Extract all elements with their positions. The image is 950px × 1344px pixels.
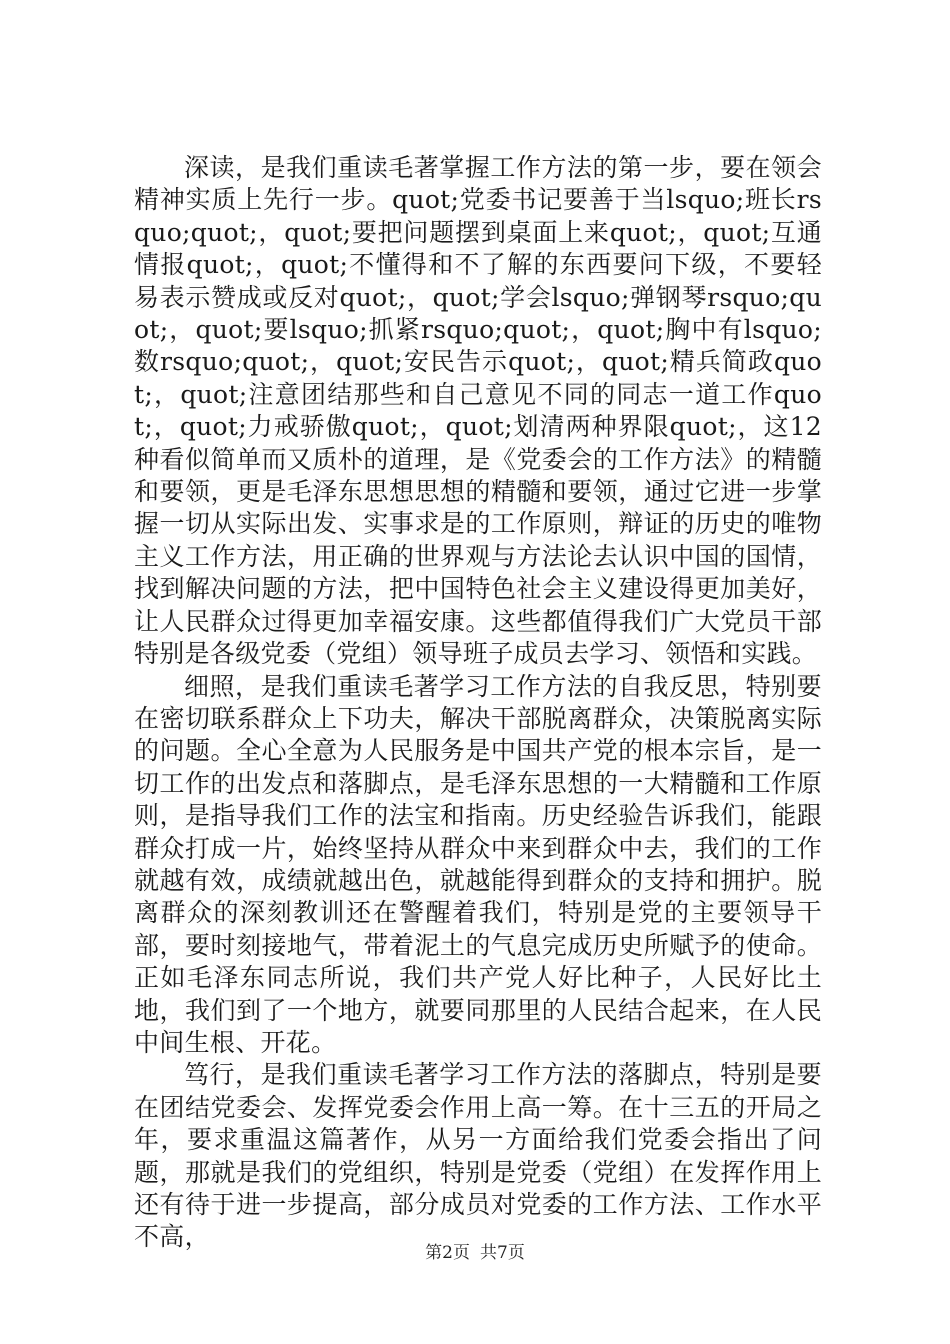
page-number: 第2页 [425,1243,470,1263]
page-footer [0,1242,950,1264]
paragraph-deep-reading: 深读，是我们重读毛著掌握工作方法的第一步，要在领会精神实质上先行一步。quot;党委书记要善于当lsquo;班长rsquo;quot;，quot;要把问题摆到桌面上来quot;，quot;互通情报quot;，quot;不懂得和不了解的东西要问下级，不要轻易表示赞成或反对quot;，quot;学会lsquo;弹钢琴rsquo;quot;，quot;要lsquo;抓紧rsquo;quot;，quot;胸中有lsquo;数rsquo;quot;，quot;安民告示quot;，quot;精兵简政quot;，quot;注意团结那些和自己意见不同的同志一道工作quot;，quot;力戒骄傲quot;，quot;划清两种界限quot;，这12种看似简单而又质朴的道理，是《党委会的工作方法》的精髓和要领，更是毛泽东思想思想的精髓和要领，通过它进一步掌握一切从实际出发、实事求是的工作原则，辩证的历史的唯物主义工作方法，用正确的世界观与方法论去认识中国的国情，找到解决问题的方法，把中国特色社会主义建设得更加美好，让人民群众过得更加幸福安康。这些都值得我们广大党员干部特别是各级党委（党组）领导班子成员去学习、领悟和实践。 [134,153,822,669]
page-total: 共7页 [480,1243,525,1263]
paragraph-self-reflection: 细照，是我们重读毛著学习工作方法的自我反思，特别要在密切联系群众上下功夫，解决干部脱离群众，决策脱离实际的问题。全心全意为人民服务是中国共产党的根本宗旨，是一切工作的出发点和落脚点，是毛泽东思想的一大精髓和工作原则，是指导我们工作的法宝和指南。历史经验告诉我们，能跟群众打成一片，始终坚持从群众中来到群众中去，我们的工作就越有效，成绩就越出色，就越能得到群众的支持和拥护。脱离群众的深刻教训还在警醒着我们，特别是党的主要领导干部，要时刻接地气，带着泥土的气息完成历史所赋予的使命。正如毛泽东同志所说，我们共产党人好比种子，人民好比土地，我们到了一个地方，就要同那里的人民结合起来，在人民中间生根、开花。 [134,671,822,1057]
paragraph-practice: 笃行，是我们重读毛著学习工作方法的落脚点，特别是要在团结党委会、发挥党委会作用上高一筹。在十三五的开局之年，要求重温这篇著作，从另一方面给我们党委会指出了问题，那就是我们的党组织，特别是党委（党组）在发挥作用上还有待于进一步提高，部分成员对党委的工作方法、工作水平不高， [134,1060,822,1252]
document-body [134,152,822,1254]
